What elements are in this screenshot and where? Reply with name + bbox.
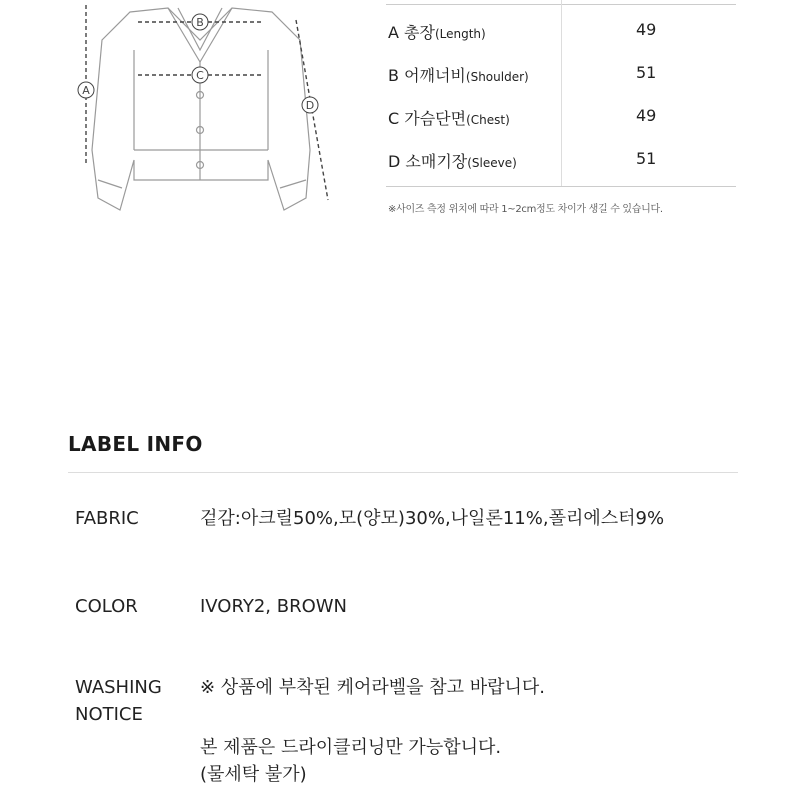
marker-d — [302, 97, 318, 113]
color-key: COLOR — [75, 596, 138, 617]
washing-care-label-note: ※ 상품에 부착된 케어라벨을 참고 바랍니다. — [200, 677, 546, 698]
size-row-chest — [386, 106, 736, 132]
table-bottom-border — [386, 186, 736, 187]
color-value: IVORY2, BROWN — [200, 596, 348, 617]
washing-key-line1: WASHING — [75, 677, 162, 698]
size-row-sleeve — [386, 149, 736, 175]
size-label-en: (Chest) — [466, 113, 510, 127]
svg-text:A: A — [82, 84, 90, 97]
label-info-divider — [68, 472, 738, 473]
size-row-shoulder — [386, 63, 736, 89]
size-value: 49 — [636, 106, 657, 125]
size-value: 51 — [636, 149, 657, 168]
marker-a — [78, 82, 94, 98]
size-label-en: (Length) — [434, 27, 486, 41]
size-value: 51 — [636, 63, 657, 82]
marker-b — [192, 14, 208, 30]
fabric-key: FABRIC — [75, 508, 139, 529]
size-value: 49 — [636, 20, 657, 39]
size-row-length — [386, 20, 736, 46]
washing-key-line2: NOTICE — [75, 704, 143, 725]
size-label: A 총장 — [388, 23, 435, 42]
size-label: B 어깨너비 — [388, 66, 466, 85]
size-label: C 가슴단면 — [388, 109, 467, 128]
size-label-en: (Sleeve) — [467, 156, 517, 170]
marker-c — [192, 67, 208, 83]
washing-dry-clean-note: 본 제품은 드라이클리닝만 가능합니다. — [200, 737, 502, 758]
size-label-en: (Shoulder) — [465, 70, 529, 84]
fabric-value: 겉감:아크릴50%,모(양모)30%,나일론11%,폴리에스터9% — [200, 508, 665, 529]
svg-text:D: D — [305, 99, 315, 112]
svg-text:C: C — [196, 69, 204, 82]
size-label: D 소매기장 — [388, 152, 468, 171]
size-note: ※사이즈 측정 위치에 따라 1~2cm정도 차이가 생길 수 있습니다. — [388, 204, 663, 215]
label-info-title: LABEL INFO — [68, 432, 203, 456]
washing-no-water-note: (물세탁 불가) — [200, 764, 307, 785]
svg-text:B: B — [196, 16, 204, 29]
cardigan-size-diagram — [60, 0, 350, 230]
